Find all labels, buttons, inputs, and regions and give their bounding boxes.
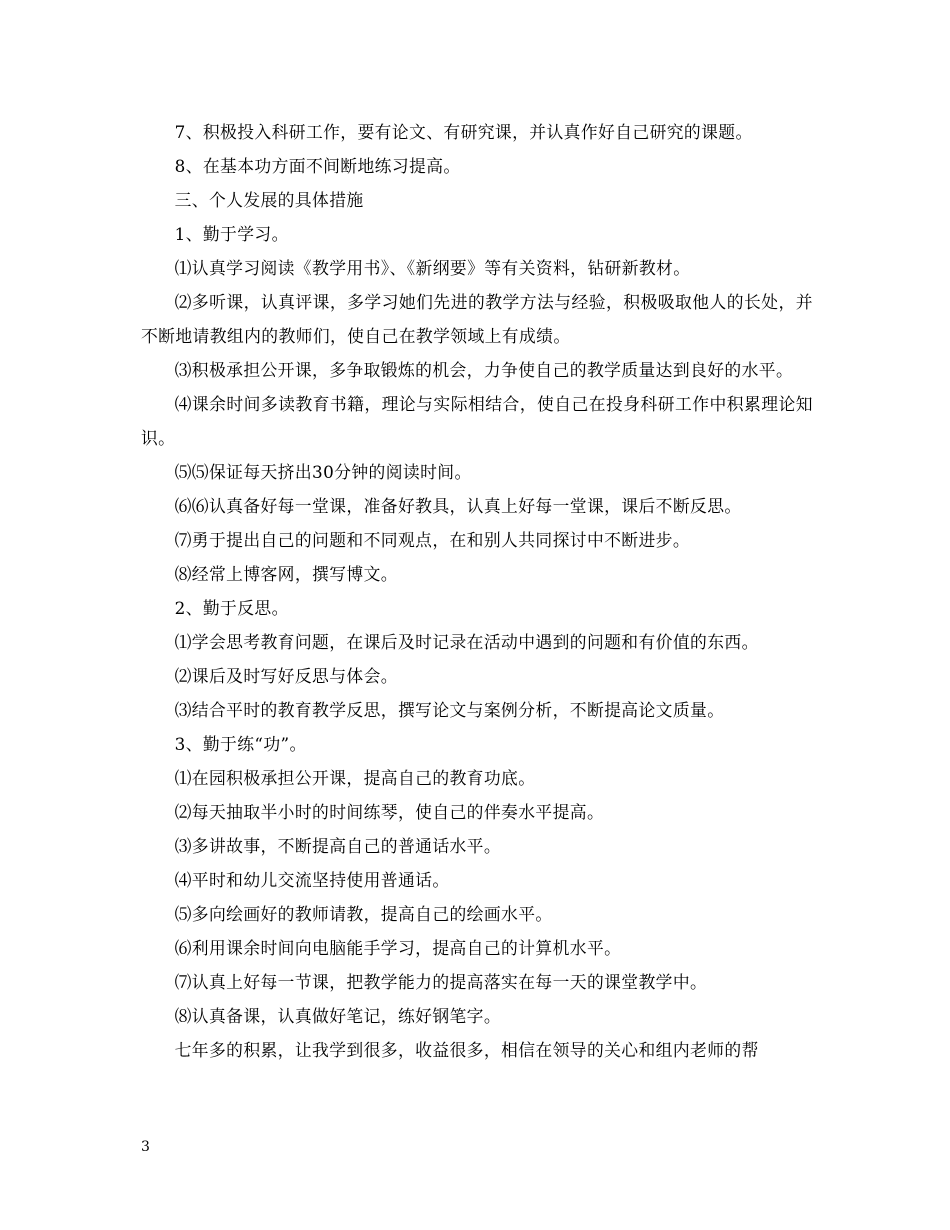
paragraph: 七年多的积累，让我学到很多，收益很多，相信在领导的关心和组内老师的帮 — [174, 1040, 759, 1060]
list-item: ⑻经常上博客网，撰写博文。 — [174, 564, 398, 584]
list-item: ⑵多听课，认真评课，多学习她们先进的教学方法与经验，积极吸取他人的长处，并不断地请教组内的教师们，使自己在教学领域上有成绩。 — [141, 292, 813, 346]
list-item: ⑵每天抽取半小时的时间练琴，使自己的伴奏水平提高。 — [174, 802, 605, 822]
list-item: ⑴学会思考教育问题，在课后及时记录在活动中遇到的问题和有价值的东西。 — [174, 632, 759, 652]
page-number: 3 — [141, 1139, 150, 1155]
list-item: ⑺认真上好每一节课，把教学能力的提高落实在每一天的课堂教学中。 — [174, 972, 708, 992]
document-body — [141, 115, 813, 1067]
paragraph: 8、在基本功方面不间断地练习提高。 — [174, 156, 461, 176]
list-item: ⑷平时和幼儿交流坚持使用普通话。 — [174, 870, 450, 890]
list-item: ⑻认真备课，认真做好笔记，练好钢笔字。 — [174, 1006, 502, 1026]
subsection-heading: 3、勤于练“功”。 — [174, 734, 307, 754]
list-item: ⑺勇于提出自己的问题和不同观点，在和别人共同探讨中不断进步。 — [174, 530, 691, 550]
list-item: ⑴认真学习阅读《教学用书》、《新纲要》等有关资料，钻研新教材。 — [174, 258, 691, 278]
list-item: ⑶积极承担公开课，多争取锻炼的机会，力争使自己的教学质量达到良好的水平。 — [174, 360, 794, 380]
list-item: ⑶多讲故事，不断提高自己的普通话水平。 — [174, 836, 502, 856]
list-item: ⑸多向绘画好的教师请教，提高自己的绘画水平。 — [174, 904, 553, 924]
list-item: ⑹⑹认真备好每一堂课，准备好教具，认真上好每一堂课，课后不断反思。 — [174, 496, 742, 516]
list-item: ⑸⑸保证每天挤出30分钟的阅读时间。 — [174, 462, 472, 482]
list-item: ⑵课后及时写好反思与体会。 — [174, 666, 398, 686]
list-item: ⑴在园积极承担公开课，提高自己的教育功底。 — [174, 768, 536, 788]
subsection-heading: 1、勤于学习。 — [174, 224, 289, 244]
list-item: ⑹利用课余时间向电脑能手学习，提高自己的计算机水平。 — [174, 938, 622, 958]
list-item: ⑶结合平时的教育教学反思，撰写论文与案例分析，不断提高论文质量。 — [174, 700, 725, 720]
list-item: ⑷课余时间多读教育书籍，理论与实际相结合，使自己在投身科研工作中积累理论知识。 — [141, 394, 813, 448]
paragraph: 7、积极投入科研工作，要有论文、有研究课，并认真作好自己研究的课题。 — [174, 122, 753, 142]
subsection-heading: 2、勤于反思。 — [174, 598, 289, 618]
section-heading: 三、个人发展的具体措施 — [174, 190, 364, 210]
